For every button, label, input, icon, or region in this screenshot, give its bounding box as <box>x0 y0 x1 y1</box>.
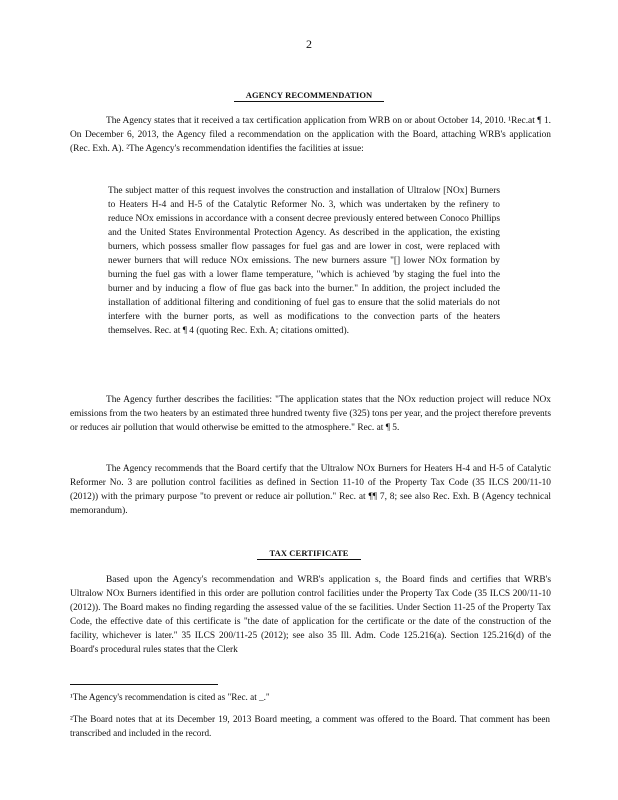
section-heading-agency <box>0 90 618 102</box>
footnote-2: ²The Board notes that at its December 19, 2013 Board meeting, a comment was offered to the Board. That comment has been transcribed and included in the record. <box>70 714 550 738</box>
section-heading-tax-certificate <box>0 548 618 560</box>
paragraph-tax-certificate: Based upon the Agency's recommendation and WRB's application s, the Board finds and certifies that WRB's Ultralow NOx Burners identified in this order are pollution control facilities under the Property Tax Code (35 ILCS 200/11-10 (2012)). The Board makes no finding regarding the assessed value of the se facilities. Under Section 11-25 of the Property Tax Code, the effective date of this certificate is "the date of application for the certificate or the date of the construction of the facility, whichever is later." 35 ILCS 200/11-25 (2012); see also 35 Ill. Adm. Code 125.216(a). Section 125.216(d) of the Board's procedural rules states that the Clerk <box>70 575 551 655</box>
paragraph-agency-received: The Agency states that it received a tax certification application from WRB on or about October 14, 2010. ¹Rec.at ¶ 1. On December 6, 2013, the Agency filed a recommendation on the application with the Board, attaching WRB's application (Rec. Exh. A). ²The Agency's recommendation identifies the facilities at issue: <box>70 116 551 154</box>
section-heading-agency-text: AGENCY RECOMMENDATION <box>234 90 385 102</box>
footnote-divider <box>70 684 218 685</box>
page-number: 2 <box>306 37 312 51</box>
block-quote-subject-matter: The subject matter of this request involves the construction and installation of Ultralow [NOx] Burners to Heaters H-4 and H-5 of the Catalytic Reformer No. 3, which was undertaken by the refinery to reduce NOx emissions in accordance with a consent decree previously entered between Conoco Phillips and the United States Environmental Protection Agency. As described in the application, the existing burners, which possess smaller flow passages for fuel gas and are lower in cost, were replaced with newer burners that will reduce NOx emissions. The new burners assure "[] lower NOx formation by burning the fuel gas with a lower flame temperature, "which is achieved 'by staging the fuel into the burner and by inducing a flow of flue gas back into the burner." In addition, the project included the installation of additional filtering and conditioning of fuel gas to ensure that the solid materials do not interfere with the burner ports, as well as modifications to the convection parts of the heaters themselves. Rec. at ¶ 4 (quoting Rec. Exh. A; citations omitted). <box>108 186 500 336</box>
paragraph-agency-describes: The Agency further describes the facilities: "The application states that the NOx reduction project will reduce NOx emissions from the two heaters by an estimated three hundred twenty five (325) tons per year, and the project therefore prevents or reduces air pollution that would otherwise be emitted to the atmosphere." Rec. at ¶ 5. <box>70 395 551 433</box>
paragraph-agency-recommends: The Agency recommends that the Board certify that the Ultralow NOx Burners for Heaters H-4 and H-5 of Catalytic Reformer No. 3 are pollution control facilities as defined in Section 11-10 of the Property Tax Code (35 ILCS 200/11-10 (2012)) with the primary purpose "to prevent or reduce air pollution." Rec. at ¶¶ 7, 8; see also Rec. Exh. B (Agency technical memorandum). <box>70 464 551 516</box>
section-heading-tax-certificate-text: TAX CERTIFICATE <box>257 548 360 560</box>
footnote-1: ¹The Agency's recommendation is cited as "Rec. at _." <box>70 692 270 702</box>
